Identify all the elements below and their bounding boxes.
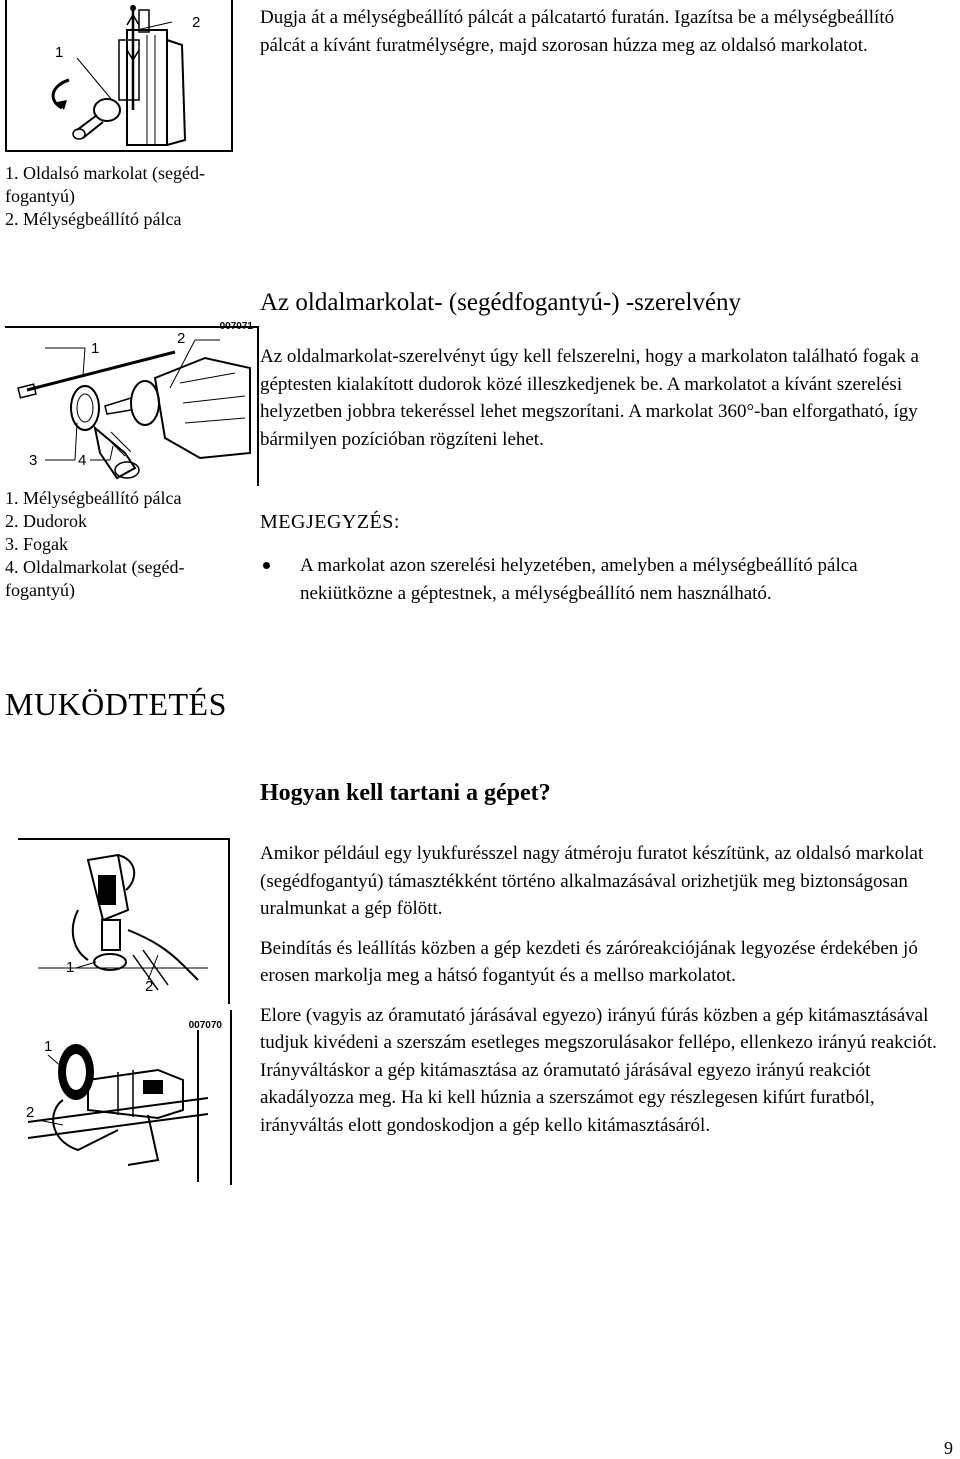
callout-3: 3 — [29, 452, 38, 469]
figure-side-handle — [5, 321, 259, 486]
figure-code: 007071 — [219, 321, 253, 332]
operation-heading: MUKÖDTETÉS — [5, 686, 227, 722]
side-handle-paragraph: Az oldalmarkolat-szerelvényt úgy kell felszerelni, hogy a markolaton található fogak a géptesten kialakított dudorok közé illeszkedjenek be. A markolatot a kívánt szerelési helyzetben jobbra tekeréssel lehet megszorítani. A markolat 360°-ban elforgatható, így bármilyen pozícióban rögzíteni lehet. — [260, 346, 919, 450]
caption-line: 2. Dudorok — [5, 511, 87, 531]
note-item: A markolat azon szerelési helyzetében, amelyben a mélységbeállító pálca nekiütközne a géptestnek, a mélységbeállító nem használható. — [300, 555, 858, 604]
bullet-icon — [263, 562, 270, 569]
callout-2: 2 — [177, 330, 186, 347]
figure-code: 007070 — [188, 1020, 222, 1031]
caption-line: 4. Oldalmarkolat (segéd- — [5, 557, 185, 577]
hole-saw-illustration — [18, 840, 228, 1004]
paragraph: Beindítás és leállítás közben a gép kezdeti és záróreakciójának legyozése érdekében jó erosen markolja meg a hátsó fogantyút és a mellso markolatot. — [260, 937, 918, 986]
holding-section-body — [260, 840, 954, 1139]
caption-line: 1. Mélységbeállító pálca — [5, 488, 182, 508]
paragraph: Elore (vagyis az óramutató járásával egyezo) irányú fúrás közben a gép kitámasztásával tudjuk kivédeni a szerszám esetleges megszorulásakor fellépo, ellenkezo irányú reakciót. Irányváltáskor a gép kitámasztása az óramutató járásával egyezo irányú reakciót akadályozza meg. Ha ki kell húznia a szerszámot egy részlegesen kifúrt furatból, irányváltás elott gondoskodjon a gép kello kitámasztásáról. — [260, 1004, 937, 1136]
figure-hole-saw — [18, 838, 230, 1004]
callout-1: 1 — [91, 340, 100, 357]
callout-1: 1 — [66, 959, 75, 976]
callout-2: 2 — [26, 1104, 35, 1121]
caption-line: 3. Fogak — [5, 534, 68, 554]
horizontal-drilling-illustration — [8, 1010, 230, 1185]
note-title: MEGJEGYZÉS: — [260, 511, 400, 533]
callout-1: 1 — [55, 44, 64, 61]
side-handle-illustration — [5, 328, 257, 486]
section-title-side-handle: Az oldalmarkolat- (segédfogantyú-) -szerelvény — [260, 289, 742, 316]
page-number: 9 — [944, 1438, 953, 1458]
caption-line: 2. Mélységbeállító pálca — [5, 209, 182, 229]
figure1-caption — [5, 162, 245, 231]
figure-depth-rod — [5, 0, 233, 152]
caption-line: 1. Oldalsó markolat (segéd- — [5, 163, 205, 183]
caption-line: fogantyú) — [5, 186, 75, 206]
holding-heading: Hogyan kell tartani a gépet? — [260, 780, 551, 806]
note-list — [260, 552, 954, 607]
paragraph: Amikor például egy lyukfurésszel nagy átméroju furatot készítünk, az oldalsó markolat (segédfogantyú) támasztékként történo alkalmazásával orizhetjük meg biztonságosan uralmunkat a gép fölött. — [260, 843, 924, 919]
figure-horizontal-drilling — [8, 1010, 232, 1185]
callout-4: 4 — [78, 452, 87, 469]
caption-line: fogantyú) — [5, 580, 75, 600]
callout-2: 2 — [145, 978, 154, 995]
figure2-caption — [5, 487, 245, 602]
intro-paragraph: Dugja át a mélységbeállító pálcát a pálcatartó furatán. Igazítsa be a mélységbeállító pálcát a kívánt furatmélységre, majd szorosan húzza meg az oldalsó markolatot. — [260, 7, 895, 56]
callout-1: 1 — [44, 1038, 53, 1055]
callout-2: 2 — [192, 14, 201, 31]
